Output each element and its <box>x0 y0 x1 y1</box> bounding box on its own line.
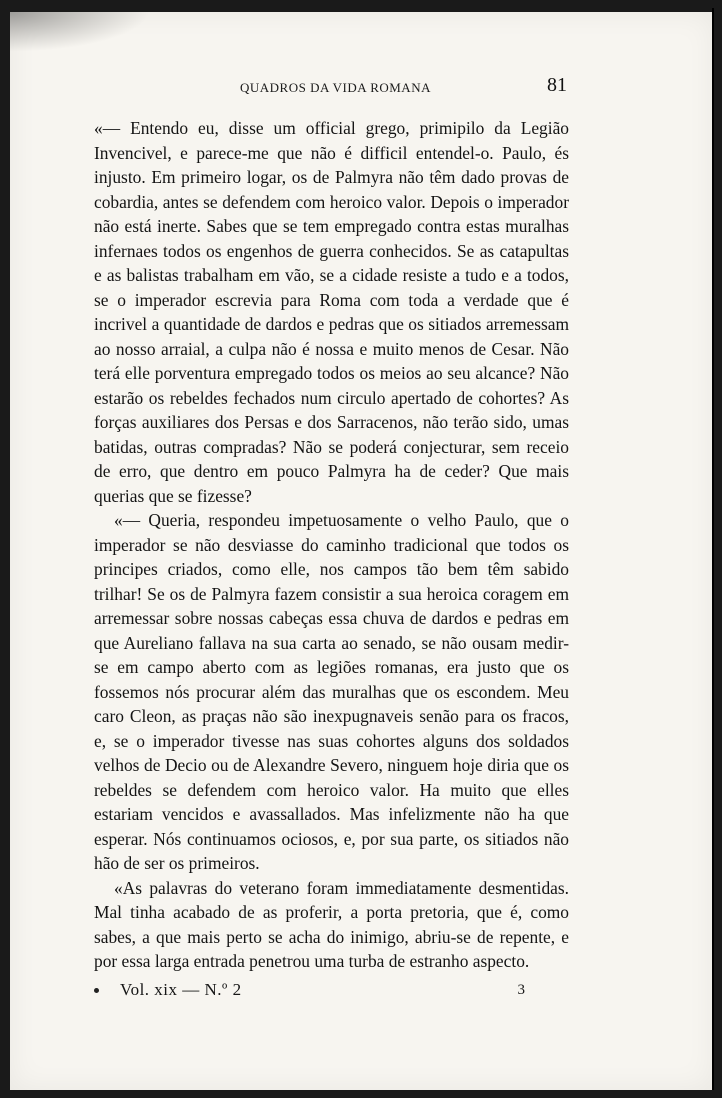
scan-edge <box>712 8 714 1090</box>
signature-number: 3 <box>517 982 525 998</box>
running-title: QUADROS DA VIDA ROMANA <box>240 80 431 95</box>
page-header <box>94 74 569 102</box>
paragraph: «— Queria, respondeu impetuosamente o velho Paulo, que o imperador se não desviasse do caminho tradicional que todos os principes criados, como elle, nos campos tão bem têm sabido trilhar! Se os de Palmyra fazem consistir a sua heroica coragem em arremessar sobre nossas cabeças essa chuva de dardos e pedras em que Aureliano fallava na sua carta ao senado, se não ousam medir-se em campo aberto com as legiões romanas, era justo que os fossemos nós procurar além das muralhas que os escondem. Meu caro Cleon, as praças não são inexpugnaveis senão para os fracos, e, se o imperador tivesse nas suas cohortes alguns dos soldados velhos de Decio ou de Alexandre Severo, ninguem hoje diria que os rebeldes se defendem com heroico valor. Ha muito que elles estariam vencidos e avassallados. Mas infelizmente não ha que esperar. Nós continuamos ociosos, e, por sua parte, os sitiados não hão de ser os primeiros. <box>94 510 569 873</box>
book-page <box>10 12 714 1090</box>
page-number: 81 <box>547 74 567 96</box>
footer-dot <box>94 988 99 993</box>
paragraph: «— Entendo eu, disse um official grego, primipilo da Legião Invencivel, e parece-me que não é difficil entendel-o. Paulo, és injusto. Em primeiro logar, os de Palmyra não têm dado provas de cobardia, antes se defendem com heroico valor. Depois o imperador não está inerte. Sabes que se tem empregado contra estas muralhas infernaes todos os engenhos de guerra conhecidos. Se as catapultas e as balistas trabalham em vão, se a cidade resiste a tudo e a todos, se o imperador escrevia para Roma com toda a verdade que é incrivel a quantidade de dardos e pedras que os sitiados arremessam ao nosso arraial, a culpa não é nossa e muito menos de Cesar. Não terá elle porventura empregado todos os meios ao seu alcance? Não estarão os rebeldes fechados num circulo apertado de cohortes? As forças auxiliares dos Persas e dos Sarracenos, não terão sido, umas batidas, outras compradas? Não se poderá conjecturar, sem receio de erro, que dentro em pouco Palmyra ha de ceder? Que mais querias que se fizesse? <box>94 118 569 506</box>
page-footer <box>94 980 569 1010</box>
paragraph: «As palavras do veterano foram immediatamente desmentidas. Mal tinha acabado de as proferir, a porta pretoria, que é, como sabes, a que mais perto se acha do inimigo, abriu-se de repente, e por essa larga entrada penetrou uma turba de estranho aspecto. <box>94 877 569 971</box>
volume-signature: Vol. xix — N.º 2 <box>120 980 242 999</box>
body-text <box>94 116 569 974</box>
scan-corner-shadow <box>10 12 150 52</box>
